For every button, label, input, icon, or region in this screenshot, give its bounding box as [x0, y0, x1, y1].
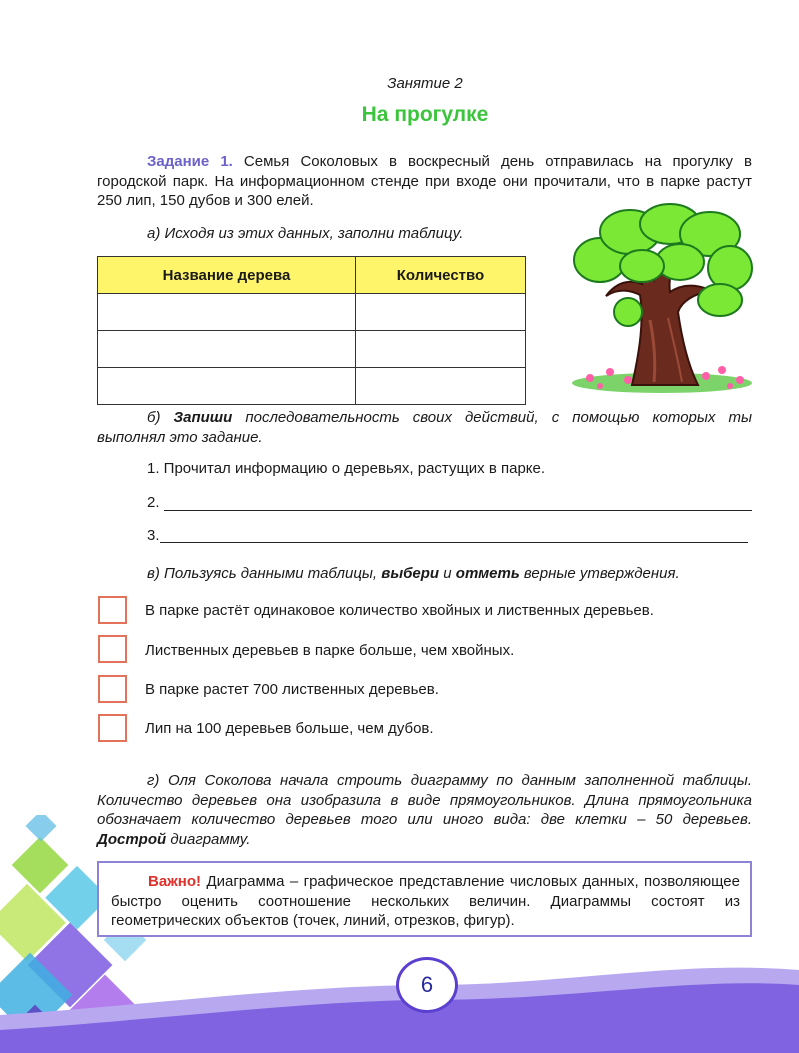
part-b-rest: последовательность своих действий, с помощью которых ты выполнял это задание. [97, 409, 752, 446]
table-cell[interactable] [356, 331, 526, 368]
lesson-number: Занятие 2 [387, 75, 463, 92]
statement-2-text: Лиственных деревьев в парке больше, чем хвойных. [145, 642, 515, 659]
step-2-number: 2. [147, 494, 160, 511]
table-cell[interactable] [356, 368, 526, 405]
part-g-rest: диаграмму. [166, 830, 251, 848]
column-header-tree-name: Название дерева [98, 257, 356, 294]
task1-label: Задание 1. [147, 153, 233, 170]
part-v-instruction [147, 564, 752, 584]
statement-3-text: В парке растет 700 лиственных деревьев. [145, 681, 439, 698]
statement-1-checkbox[interactable] [98, 596, 127, 624]
statement-4-text: Лип на 100 деревьев больше, чем дубов. [145, 720, 434, 737]
note-body: Диаграмма – графическое представление числовых данных, позволяющее быстро оценить соотношение нескольких величин. Диаграммы состоят из геометрических объектов (точек, линий, отрезков, фигур). [111, 873, 740, 929]
part-v-bold-word-2: отметь [455, 565, 520, 582]
step-1: 1. Прочитал информацию о деревьях, растущих в парке. [147, 460, 546, 477]
step-2-answer-line[interactable] [164, 510, 752, 511]
page-title: На прогулке [361, 103, 489, 126]
part-b-bold-word: Запиши [173, 409, 233, 426]
part-a-instruction: а) Исходя из этих данных, заполни таблицу. [147, 225, 464, 242]
table-row [98, 294, 526, 331]
tree-table [97, 256, 526, 405]
part-v-mid: и [439, 565, 456, 582]
part-g-bold-word: Дострой [97, 830, 167, 848]
table-cell[interactable] [98, 331, 356, 368]
statement-4-checkbox[interactable] [98, 714, 127, 742]
statement-2-checkbox[interactable] [98, 635, 127, 663]
important-note-text [111, 872, 740, 931]
statement-1-text: В парке растёт одинаковое количество хвойных и лиственных деревьев. [145, 602, 654, 619]
part-v-bold-word-1: выбери [381, 565, 440, 582]
statement-3-checkbox[interactable] [98, 675, 127, 703]
tree-illustration [570, 200, 755, 395]
step-3-number: 3. [147, 527, 160, 544]
column-header-quantity: Количество [356, 257, 526, 294]
table-cell[interactable] [356, 294, 526, 331]
part-v-prefix: в) Пользуясь данными таблицы, [147, 565, 382, 582]
part-g-text: г) Оля Соколова начала строить диаграмму по данным заполненной таблицы. Количество деревьев она изобразила в виде прямоугольников. Длина прямоугольника обозначает количество деревьев того или иного вида: две клетки – 50 деревьев. [97, 772, 752, 828]
task1-text: Семья Соколовых в воскресный день отправилась на прогулку в городской парк. На информационном стенде при входе они прочитали, что в парке растут 250 лип, 150 дубов и 300 елей. [97, 153, 753, 209]
important-label: Важно! [148, 873, 202, 890]
table-header-row [98, 257, 526, 294]
table-cell[interactable] [98, 294, 356, 331]
part-b-instruction [97, 408, 752, 447]
part-b-prefix: б) [147, 409, 174, 426]
page-number: 6 [396, 957, 458, 1013]
table-cell[interactable] [98, 368, 356, 405]
table-row [98, 331, 526, 368]
table-row [98, 368, 526, 405]
step-3-answer-line[interactable] [160, 542, 748, 543]
part-v-rest: верные утверждения. [519, 565, 680, 582]
